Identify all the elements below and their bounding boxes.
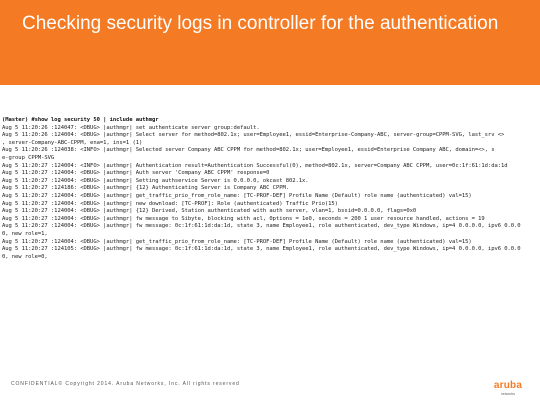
- log-line: Aug 5 11:20:27 :124004: <DBUG> |authmgr| Setting authservice Server is 0.0.0.0, okcast 802.1x.: [2, 177, 309, 184]
- slide-title: Checking security logs in controller for the authentication: [22, 13, 499, 34]
- log-line: Aug 5 11:20:27 :124004: <DBUG> |authmgr| get_traffic_prio_from_role_name: [TC-PROF-DEF] Profile Name (Default) role name (authenticated) val=15): [2, 192, 472, 199]
- log-line: Aug 5 11:20:27 :124004: <DBUG> |authmgr| {12} Derived, Station authenticated with auth server, vlan=1, bssid=0.0.0.0, flags=0x0: [2, 208, 417, 215]
- log-line: Aug 5 11:20:27 :124004: <DBUG> |authmgr| Auth server 'Company ABC CPPM' response=0: [2, 170, 270, 177]
- log-line: Aug 5 11:20:26 :124038: <INFO> |authmgr| Selected server Company ABC CPPM for method=802.1x; user=Employee1, essid=Enterprise Company ABC, domain=<>, s: [2, 147, 495, 154]
- log-line: Aug 5 11:20:26 :124004: <DBUG> |authmgr| Select server for method=802.1x; user=Employee1, essid=Enterprise-Company-ABC, server-group=CPPM-SVG, last_srv <>: [2, 132, 505, 139]
- logo-wordmark: aruba: [493, 380, 523, 391]
- terminal-log-output: [2, 117, 538, 312]
- log-line: e-group CPPM-SVG: [2, 154, 55, 161]
- log-line: , server-Company-ABC-CPPM, ena=1, ins=1 (1): [2, 139, 143, 146]
- log-line: Aug 5 11:20:27 :124105: <DBUG> |authmgr| fw message: 0c:1f:61:1d:da:1d, state 3, name Employee1, role authenticated, dev_type Windows, ip=4 0.0.0.0, ipv6 0.0.0: [2, 246, 521, 253]
- log-line: Aug 5 11:20:27 :124186: <DBUG> |authmgr| {12} Authenticating Server is Company ABC CPPM.: [2, 185, 289, 192]
- log-line: Aug 5 11:20:27 :124004: <INFO> |authmgr| Authentication result=Authentication Successful(0), method=802.1x, server=Company ABC CPPM, user=0c:1f:61:1d:da:1d: [2, 162, 508, 169]
- log-line: 0, new role=0,: [2, 253, 48, 260]
- log-line: Aug 5 11:20:27 :124004: <DBUG> |authmgr| new download: [TC-PROF]: Role (authenticated) Traffic Prio(15): [2, 200, 338, 207]
- aruba-logo: [487, 380, 529, 400]
- logo-subtitle: networks: [500, 392, 515, 396]
- title-bar: [0, 0, 540, 85]
- log-line: 0, new role=1,: [2, 230, 48, 237]
- log-line: Aug 5 11:20:27 :124004: <DBUG> |authmgr| get_traffic_prio_from_role_name: [TC-PROF-DEF] Profile Name (Default) role name (authenticated) val=15): [2, 238, 472, 245]
- log-line: Aug 5 11:20:27 :124004: <DBUG> |authmgr| fw message to Sibyte, blocking with acl, 0ptions = 1e0, seconds = 200 1 user resource handled, actions = 19: [2, 215, 485, 222]
- copyright-footer: CONFIDENTIAL© Copyright 2014. Aruba Networks, Inc. All rights reserved: [11, 381, 240, 387]
- log-line: Aug 5 11:20:27 :124004: <DBUG> |authmgr| fw message: 0c:1f:61:1d:da:1d, state 3, name Employee1, role authenticated, dev_type Windows, ip=4 0.0.0.0, ipv6 0.0.0: [2, 223, 521, 230]
- terminal-command-line: (Master) #show log security 50 | include authmgr: [2, 117, 159, 123]
- log-line: Aug 5 11:20:26 :124047: <DBUG> |authmgr| set authenticate server group:default.: [2, 124, 260, 131]
